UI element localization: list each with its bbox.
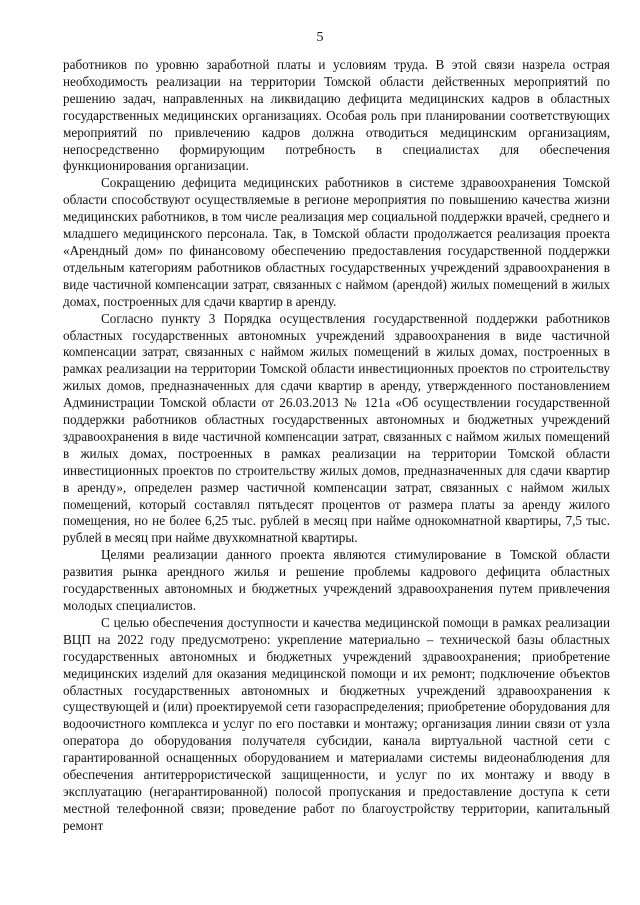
paragraph-4: Целями реализации данного проекта являются стимулирование в Томской области развития рынка арендного жилья и решение проблемы кадрового дефицита областных государственных автономных и бюджетных учреждений здравоохранения путем привлечения молодых специалистов. [63, 547, 610, 613]
paragraph-1: работников по уровню заработной платы и условиям труда. В этой связи назрела острая необходимость реализации на территории Томской области действенных мероприятий по решению задач, направленных на ликвидацию дефицита медицинских кадров в областных государственных медицинских организациях. Особая роль при планировании соответствующих мероприятий по привлечению кадров должна отводиться медицинским организациям, непосредственно формирующим потребность в специалистах для обеспечения функционирования организации. [63, 57, 610, 174]
page-number: 5 [316, 30, 324, 45]
paragraph-2: Сокращению дефицита медицинских работников в системе здравоохранения Томской области способствуют осуществляемые в регионе мероприятия по повышению качества жизни медицинских работников, в том числе реализация мер социальной поддержки врачей, среднего и младшего медицинского персонала. Так, в Томской области продолжается реализация проекта «Арендный дом» по финансовому обеспечению предоставления государственной поддержки отдельным категориям работников областных государственных учреждений здравоохранения в виде частичной компенсации затрат, связанных с наймом (арендой) жилых помещений в жилых домах, построенных для сдачи квартир в аренду. [63, 175, 610, 309]
document-body [63, 57, 610, 835]
paragraph-3: Согласно пункту 3 Порядка осуществления государственной поддержки работников областных государственных автономных учреждений здравоохранения в виде частичной компенсации затрат, связанных с наймом жилых помещений в жилых домах, построенных в рамках реализации на территории Томской области инвестиционных проектов по строительству жилых домов, предназначенных для сдачи квартир в аренду, утвержденного постановлением Администрации Томской области от 26.03.2013 № 121а «Об осуществлении государственной поддержки работников областных государственных автономных и бюджетных учреждений здравоохранения в виде частичной компенсации затрат, связанных с наймом жилых помещений в жилых домах, построенных в рамках реализации на территории Томской области инвестиционных проектов по строительству жилых домов, предназначенных для сдачи квартир в аренду», определен размер частичной компенсации затрат, связанных с наймом жилых помещений, который составлял пятьдесят процентов от размера платы за аренду жилого помещения, но не более 6,25 тыс. рублей в месяц при найме однокомнатной квартиры, 7,5 тыс. рублей в месяц при найме двухкомнатной квартиры. [63, 310, 610, 546]
paragraph-5: С целью обеспечения доступности и качества медицинской помощи в рамках реализации ВЦП на 2022 году предусмотрено: укрепление материально – технической базы областных государственных автономных и бюджетных учреждений здравоохранения; приобретение медицинских изделий для оказания медицинской помощи и их ремонт; подключение объектов областных государственных автономных и бюджетных учреждений здравоохранения к существующей и (или) проектируемой сети газораспределения; приобретение оборудования для водоочистного комплекса и услуг по его поставки и монтажу; организация линии связи от узла оператора до оборудования получателя субсидии, канала виртуальной частной сети с гарантированной оснащенных оборудованием и материалами системы видеонаблюдения для обеспечения антитеррористической защищенности, и услуг по их монтажу и вводу в эксплуатацию (негарантированной) полосой пропускания и предоставление доступа к сети местной телефонной связи; проведение работ по благоустройству территории, капитальный ремонт [63, 614, 610, 833]
